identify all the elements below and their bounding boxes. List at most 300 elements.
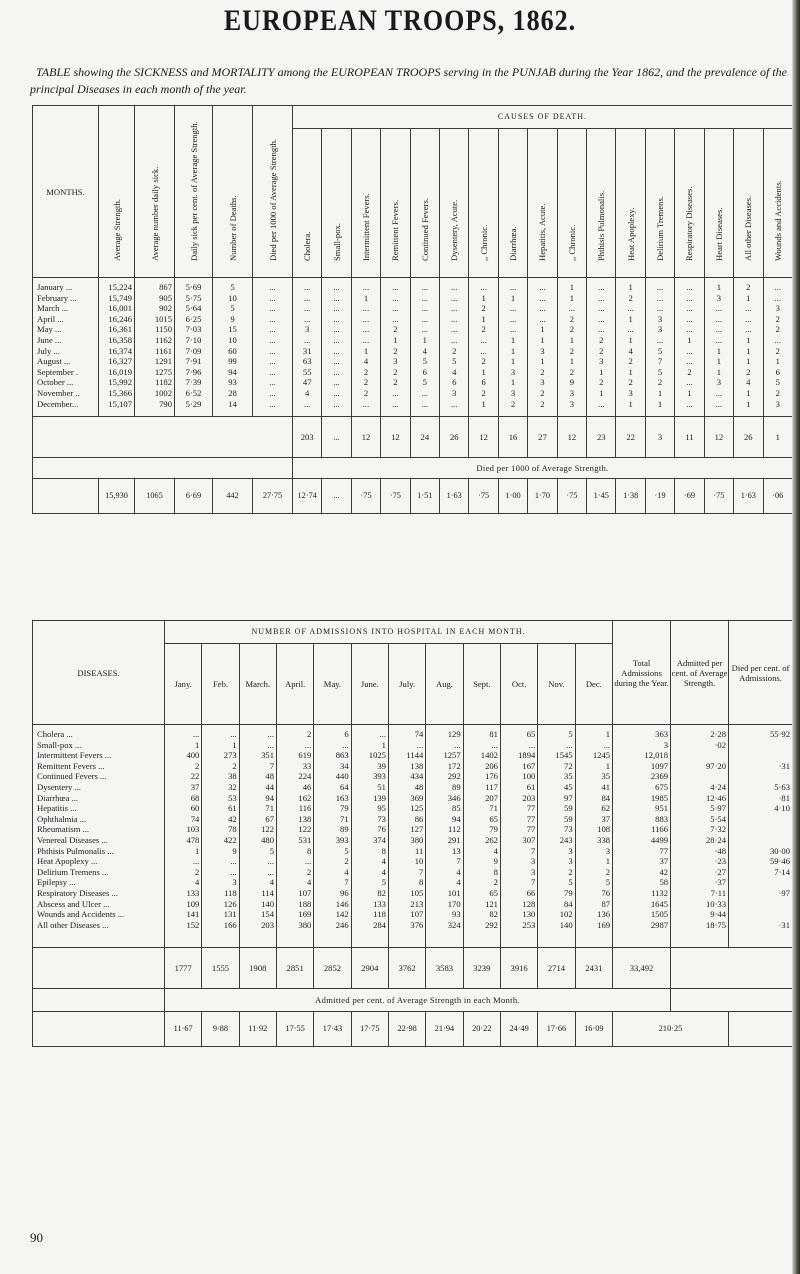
table-cell: ...	[333, 303, 340, 314]
table-cell: 1	[657, 398, 663, 409]
table-cell: 2	[605, 866, 611, 877]
month-column	[351, 725, 388, 948]
table-cell: 307	[522, 834, 536, 845]
table-cell: 291	[447, 834, 461, 845]
table-cell: 74	[414, 729, 424, 739]
table-cell: ...	[539, 313, 546, 324]
table-cell: ...	[656, 292, 664, 303]
table-cell: ...	[491, 739, 498, 750]
table-cell: 7·96	[185, 366, 202, 377]
table-cell: ...	[539, 282, 546, 292]
table-cell: 5	[568, 729, 573, 739]
table-cell: 130	[522, 909, 536, 920]
table-cell: 58	[659, 877, 669, 888]
disease-label: Heat Apoplexy ...	[37, 856, 98, 867]
table-cell: 376	[410, 919, 424, 930]
month-header: Aug.	[426, 644, 463, 725]
table-cell: 61	[228, 803, 237, 814]
table-cell: 3	[657, 324, 663, 335]
table-cell: 14	[228, 398, 237, 409]
disease-label: Ophthalmia ...	[37, 813, 87, 824]
cause-rate: ·75	[704, 479, 733, 514]
table-cell: 1	[195, 845, 200, 856]
table-cell: 16,374	[108, 345, 132, 356]
table-cell: 5·54	[710, 813, 727, 824]
month-column	[538, 725, 575, 948]
table-cell: 2	[393, 366, 398, 377]
table-cell: ...	[451, 303, 458, 314]
month-rate: 11·67	[165, 1012, 202, 1047]
table-cell: 3	[232, 877, 237, 888]
month-column	[314, 725, 351, 948]
table-cell: 1291	[154, 356, 172, 367]
table-cell: ...	[230, 856, 237, 867]
table-cell: ...	[539, 292, 546, 303]
table-cell: ...	[269, 398, 276, 409]
table-cell: ...	[230, 866, 237, 877]
table-cell: ...	[686, 313, 693, 324]
table-cell: 100	[522, 771, 536, 782]
table-cell: ...	[269, 324, 276, 335]
month-label: February ...	[37, 292, 77, 303]
table-cell: 32	[228, 781, 237, 792]
table-cell: 2	[481, 387, 486, 398]
table-cell: 72	[564, 760, 573, 771]
table-cell: 10	[228, 334, 237, 345]
table-cell: 154	[261, 909, 274, 920]
month-column	[500, 725, 537, 948]
rate-end-spacer	[729, 1012, 793, 1047]
table-cell: 86	[414, 813, 424, 824]
table-cell: ...	[598, 313, 605, 324]
table-cell: 3	[628, 387, 633, 398]
table-cell: 62	[601, 803, 611, 814]
table-cell: 5·69	[185, 282, 202, 292]
table-cell	[729, 740, 790, 751]
table-cell: 2987	[650, 919, 669, 930]
table-cell: 89	[340, 824, 349, 835]
table-cell: 7	[657, 356, 663, 367]
table-cell: 108	[597, 824, 611, 835]
cause-total: 3	[645, 417, 674, 458]
rate-spacer	[33, 458, 293, 479]
month-header: Nov.	[538, 644, 575, 725]
table-cell: 1166	[651, 824, 669, 835]
table-cell: 6	[422, 366, 427, 377]
table-cell: 3	[775, 398, 780, 409]
table-cell: 2	[599, 377, 604, 388]
table-cell: ·31	[778, 760, 791, 771]
table-cell: ...	[566, 739, 573, 750]
disease-label: Intermittent Fevers ...	[37, 750, 112, 761]
table-cell: ...	[362, 303, 370, 314]
stat-header: Number of Deaths.	[213, 106, 253, 278]
table-cell: ...	[304, 856, 312, 867]
table-cell: 16,327	[108, 356, 132, 367]
table-cell: 1645	[650, 898, 669, 909]
table-cell: 140	[559, 919, 573, 930]
table-cell: 7	[456, 856, 461, 867]
month-header: Jany.	[165, 644, 202, 725]
cause-rate: ·19	[645, 479, 674, 514]
table-cell: ...	[421, 398, 429, 409]
cause-total: 24	[410, 417, 439, 458]
pct-column	[671, 725, 729, 948]
table-cell: 169	[597, 919, 611, 930]
cause-column	[587, 278, 616, 417]
month-total: 2851	[276, 948, 313, 989]
table-cell: 44	[265, 781, 274, 792]
died-pct-header: Died per cent. of Admissions.	[729, 621, 793, 725]
table-cell: 1	[569, 334, 574, 345]
table-cell: 122	[261, 824, 274, 835]
table-cell: ...	[267, 856, 274, 867]
table-cell	[729, 771, 790, 782]
table-cell: ...	[627, 324, 634, 335]
months-header: MONTHS.	[33, 106, 99, 278]
table-cell: 59	[564, 813, 573, 824]
table-cell: 5	[422, 377, 427, 388]
table-cell: ...	[421, 324, 429, 335]
stat-column	[253, 278, 293, 417]
table-cell: 9·44	[710, 909, 727, 920]
cause-header: Heat Apoplexy.	[616, 129, 645, 278]
table-cell: 59	[564, 803, 573, 814]
table-cell: 5	[381, 877, 386, 888]
table-cell: 79	[340, 803, 349, 814]
table-cell: 1	[687, 334, 692, 345]
table-cell: 8	[419, 877, 424, 888]
table-cell: 1	[687, 387, 692, 398]
table-cell: ...	[774, 334, 781, 345]
table-cell: 4	[452, 366, 457, 377]
table-cell: ...	[715, 303, 723, 314]
table-cell: ...	[745, 303, 752, 314]
table-cell: 1	[393, 334, 398, 345]
table-cell: 82	[489, 909, 498, 920]
cause-header: Cholera.	[293, 129, 322, 278]
table-cell: 2	[568, 866, 573, 877]
table-cell: 35	[601, 771, 611, 782]
table-cell: 243	[559, 834, 573, 845]
month-total: 3583	[426, 948, 463, 989]
admitted-pct-header: Admitted per cent. of Average Strength.	[671, 621, 729, 725]
table-cell: 1	[510, 345, 516, 356]
table-cell: 114	[261, 887, 274, 898]
cause-header: Remittent Fevers.	[381, 129, 410, 278]
table-cell: ·48	[714, 845, 727, 856]
table-cell: 8	[307, 845, 312, 856]
disease-label: Rheumatism ...	[37, 824, 90, 835]
table-cell: 9	[230, 313, 235, 324]
table-cell: 478	[186, 834, 200, 845]
table-cell: 41	[601, 781, 611, 792]
month-label: August ...	[37, 356, 71, 367]
table-cell	[729, 909, 790, 920]
table-cell: 324	[447, 919, 461, 930]
table-cell: 1	[510, 356, 516, 367]
month-rate: 17·66	[538, 1012, 575, 1047]
table-cell: 18·75	[705, 919, 727, 930]
table-cell: 2	[393, 324, 398, 335]
table-cell: 4	[381, 866, 386, 877]
table-cell: 1275	[154, 366, 172, 377]
table-cell: 5	[269, 845, 274, 856]
month-label: July ...	[37, 345, 60, 356]
disease-label: Delirium Tremens ...	[37, 866, 109, 877]
disease-label: Wounds and Accidents ...	[37, 909, 125, 920]
table-cell: ...	[304, 739, 312, 750]
month-label: March ...	[37, 303, 69, 314]
table-cell: 4	[493, 845, 498, 856]
table-cell: 117	[485, 781, 498, 792]
table-cell: 1	[510, 292, 516, 303]
cause-rate: 1·63	[734, 479, 763, 514]
table-cell: 1	[599, 387, 604, 398]
table-cell: 6	[481, 377, 486, 388]
table-cell: 2	[195, 760, 200, 771]
table-cell: 4	[456, 866, 461, 877]
table-cell: 79	[564, 887, 573, 898]
table-cell: 131	[223, 909, 237, 920]
table-cell: ...	[509, 313, 517, 324]
table-cell: 152	[186, 919, 200, 930]
table-cell: 207	[485, 792, 498, 803]
table-cell: ...	[421, 313, 429, 324]
table-cell: 951	[655, 803, 669, 814]
table-cell: 1545	[555, 750, 573, 761]
table-cell: 2369	[650, 771, 669, 782]
table-cell: 1025	[368, 750, 386, 761]
month-total: 2714	[538, 948, 575, 989]
table-cell: 118	[224, 887, 237, 898]
table-cell: 10	[228, 292, 237, 303]
cause-rate: ·75	[381, 479, 410, 514]
table-cell: 12·46	[705, 792, 727, 803]
table-cell: 5	[230, 303, 235, 314]
table-cell: ...	[392, 303, 399, 314]
table-cell: ...	[362, 398, 370, 409]
cause-rate: ·75	[351, 479, 380, 514]
table-cell: 5	[452, 356, 457, 367]
cause-column	[557, 278, 586, 417]
table-cell: ·37	[714, 877, 727, 888]
table-cell: 902	[159, 303, 172, 314]
table-cell: 105	[410, 887, 424, 898]
table-cell: 4	[344, 866, 349, 877]
table-cell: 2	[628, 377, 633, 388]
table-cell: 1	[716, 356, 722, 367]
cause-total: 11	[675, 417, 704, 458]
table-cell: ...	[774, 292, 781, 303]
table-cell: 3	[716, 292, 722, 303]
table-cell: 675	[655, 781, 669, 792]
table-cell: ...	[392, 282, 399, 292]
month-label: September .	[37, 366, 79, 377]
table-cell: ...	[480, 345, 487, 356]
table-cell: 374	[373, 834, 386, 845]
month-label: October ...	[37, 377, 74, 388]
table-cell: 76	[377, 824, 386, 835]
table-cell: 71	[340, 813, 349, 824]
table-cell: ...	[421, 292, 429, 303]
table-cell: 73	[564, 824, 573, 835]
table-cell: 79	[489, 824, 498, 835]
month-rate: 17·75	[351, 1012, 388, 1047]
table-cell: 380	[298, 919, 312, 930]
table-cell: 1	[481, 313, 486, 324]
month-total: 1555	[202, 948, 239, 989]
table-cell: ...	[362, 282, 370, 292]
table-cell: 1	[363, 292, 369, 303]
month-label: May ...	[37, 324, 62, 335]
table-cell: 67	[265, 813, 274, 824]
table-cell: ...	[269, 377, 276, 388]
table-cell: ...	[269, 345, 276, 356]
table-cell: 37	[601, 813, 611, 824]
table-cell: ...	[392, 313, 399, 324]
table-cell: 1	[746, 292, 751, 303]
cause-column	[381, 278, 410, 417]
table-cell: ...	[686, 324, 693, 335]
table-cell	[729, 835, 790, 846]
table-cell: 97·20	[705, 760, 727, 771]
table-cell: 1	[746, 334, 751, 345]
table-cell: 1	[775, 356, 780, 367]
table-cell: ...	[715, 387, 723, 398]
table-cell: 346	[447, 792, 461, 803]
cause-rate: 1·38	[616, 479, 645, 514]
total-column	[613, 725, 671, 948]
table-cell: 203	[522, 792, 536, 803]
table-cell: 146	[335, 898, 349, 909]
table-cell: 1132	[651, 887, 669, 898]
table-cell: 10·33	[705, 898, 727, 909]
table-cell: 1	[510, 334, 516, 345]
table-cell: 3	[775, 303, 780, 314]
table-cell: 5·75	[185, 292, 202, 303]
total-sick: 1065	[135, 479, 175, 514]
table-cell: 246	[335, 919, 349, 930]
cause-header: Wounds and Accidents.	[763, 129, 792, 278]
month-column	[463, 725, 500, 948]
table-cell: 2	[195, 866, 200, 877]
table-cell: 1	[716, 282, 722, 292]
cause-column	[704, 278, 733, 417]
table-cell: 1	[628, 334, 633, 345]
table-cell: 2·28	[710, 729, 727, 739]
table-cell: ...	[333, 282, 340, 292]
admissions-group-header: NUMBER OF ADMISSIONS INTO HOSPITAL IN EACH MONTH.	[165, 621, 613, 644]
cause-rate: 1·70	[528, 479, 557, 514]
table-cell: ...	[333, 366, 340, 377]
mortality-table	[32, 105, 793, 514]
table-cell: ...	[686, 345, 693, 356]
table-cell: 1	[481, 366, 486, 377]
table-cell	[729, 814, 790, 825]
table-cell: 5	[657, 345, 663, 356]
table-cell: 38	[228, 771, 237, 782]
cause-total: ...	[322, 417, 351, 458]
table-cell: 393	[335, 834, 349, 845]
disease-label: All other Diseases ...	[37, 919, 109, 930]
table-cell: 9	[493, 856, 498, 867]
table-cell: 5	[605, 877, 611, 888]
table-cell: 10	[414, 856, 424, 867]
table-cell: ...	[480, 334, 487, 345]
table-cell: 59·46	[769, 856, 791, 867]
table-cell: 127	[410, 824, 424, 835]
table-cell: 5	[657, 366, 663, 377]
table-cell: 1	[657, 387, 663, 398]
table-cell: 4	[422, 345, 427, 356]
cause-header: ,, Chronic.	[469, 129, 498, 278]
table-cell: ...	[333, 334, 340, 345]
cause-total: 203	[293, 417, 322, 458]
table-cell: 93	[452, 909, 461, 920]
table-cell: 1894	[518, 750, 536, 761]
table-cell: 82	[377, 887, 386, 898]
table-cell: 188	[298, 898, 312, 909]
month-column	[239, 725, 276, 948]
month-header: March.	[239, 644, 276, 725]
table-cell: 2	[493, 877, 498, 888]
table-cell: 5·29	[185, 398, 202, 409]
cause-total: 26	[440, 417, 469, 458]
table-cell: 126	[223, 898, 237, 909]
cause-rate: ·69	[675, 479, 704, 514]
month-rate: 17·55	[276, 1012, 313, 1047]
table-cell	[671, 771, 726, 782]
table-cell: ...	[192, 856, 200, 867]
table-cell: ...	[598, 398, 605, 409]
table-cell: 7·32	[710, 824, 727, 835]
table-cell: 1	[628, 282, 633, 292]
cause-column	[322, 278, 351, 417]
cause-column	[645, 278, 674, 417]
table-cell: 3	[716, 377, 722, 388]
table-cell: 138	[298, 813, 312, 824]
table-cell: ...	[333, 345, 340, 356]
table-cell: 1	[605, 729, 611, 739]
stat-header: Average Strength.	[99, 106, 135, 278]
table-cell: ...	[303, 313, 311, 324]
table-cell: 7·39	[185, 377, 202, 388]
table-cell	[729, 824, 790, 835]
table-cell: ...	[528, 739, 536, 750]
table-cell: 1	[746, 356, 751, 367]
table-cell: 89	[452, 781, 461, 792]
table-cell: 68	[190, 792, 200, 803]
stat-column	[99, 278, 135, 417]
disease-label: Remittent Fevers ...	[37, 760, 105, 771]
cause-column	[616, 278, 645, 417]
month-rate: 24·49	[500, 1012, 537, 1047]
cause-total: 22	[616, 417, 645, 458]
table-cell: ...	[267, 729, 274, 739]
table-cell: 46	[302, 781, 312, 792]
rate-right-spacer	[671, 989, 793, 1012]
table-cell: 1	[569, 356, 574, 367]
month-column	[165, 725, 202, 948]
table-cell: ...	[598, 303, 605, 314]
table-cell: 6·25	[185, 313, 202, 324]
cause-column	[351, 278, 380, 417]
table-cell: ...	[333, 356, 340, 367]
table-cell: ...	[303, 398, 311, 409]
table-cell: 1015	[154, 313, 172, 324]
table-cell: ...	[303, 282, 311, 292]
